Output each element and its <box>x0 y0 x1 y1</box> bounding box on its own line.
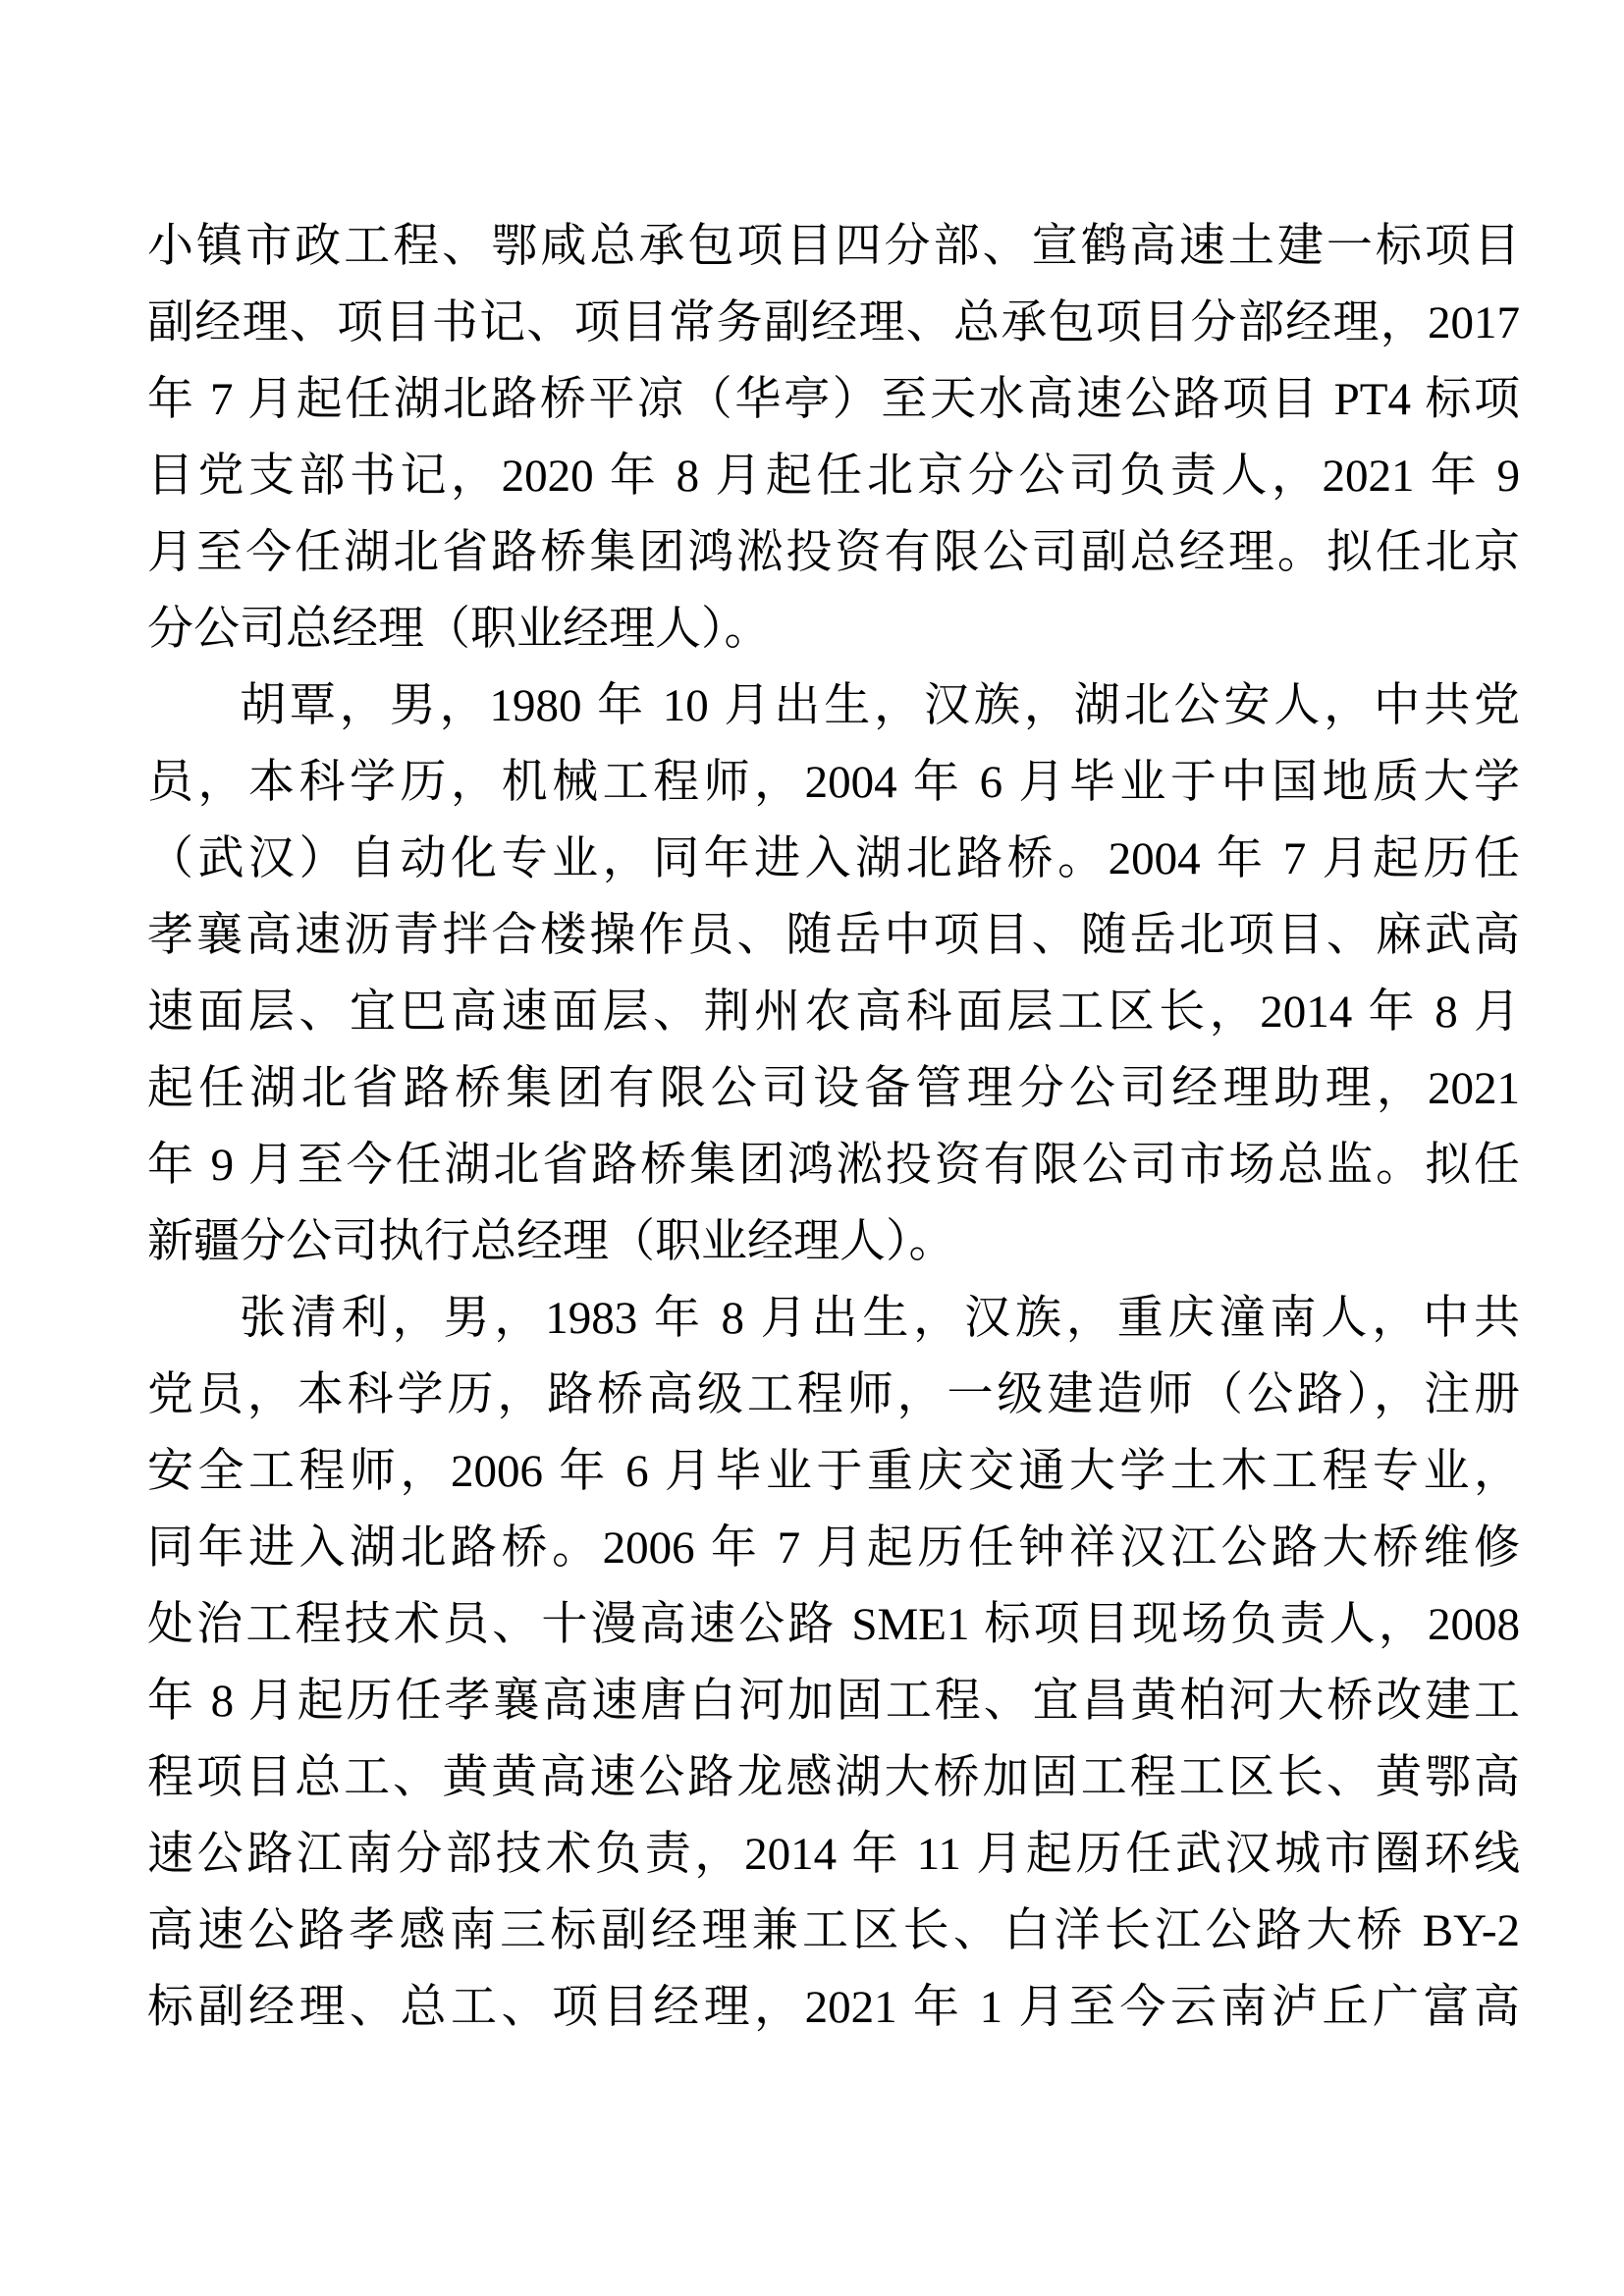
text-line: 同年进入湖北路桥。2006 年 7 月起历任钟祥汉江公路大桥维修 <box>147 1522 1520 1574</box>
text-line: 目党支部书记，2020 年 8 月起任北京分公司负责人，2021 年 9 <box>147 451 1520 502</box>
paragraph <box>147 1280 1520 2046</box>
text-line: 张清利，男，1983 年 8 月出生，汉族，重庆潼南人，中共 <box>240 1293 1520 1344</box>
text-line: 副经理、项目书记、项目常务副经理、总承包项目分部经理，2017 <box>147 297 1520 348</box>
text-line: 速公路江南分部技术负责，2014 年 11 月起历任武汉城市圈环线 <box>147 1829 1520 1880</box>
text-line: 年 7 月起任湖北路桥平凉（华亭）至天水高速公路项目 PT4 标项 <box>147 374 1520 425</box>
text-line: 分公司总经理（职业经理人）。 <box>147 604 771 655</box>
document-body <box>147 208 1520 2046</box>
paragraph <box>147 208 1520 667</box>
text-line: 标副经理、总工、项目经理，2021 年 1 月至今云南泸丘广富高 <box>147 1982 1520 2033</box>
text-line: 月至今任湖北省路桥集团鸿淞投资有限公司副总经理。拟任北京 <box>147 527 1520 578</box>
text-line: 年 9 月至今任湖北省路桥集团鸿淞投资有限公司市场总监。拟任 <box>147 1140 1520 1191</box>
text-line: 小镇市政工程、鄂咸总承包项目四分部、宣鹤高速土建一标项目 <box>147 221 1520 272</box>
text-line: 胡覃，男，1980 年 10 月出生，汉族，湖北公安人，中共党 <box>240 680 1520 731</box>
text-line: 孝襄高速沥青拌合楼操作员、随岳中项目、随岳北项目、麻武高 <box>147 910 1520 961</box>
paragraph <box>147 667 1520 1280</box>
text-line: 高速公路孝感南三标副经理兼工区长、白洋长江公路大桥 BY-2 <box>147 1905 1520 1956</box>
text-line: 安全工程师，2006 年 6 月毕业于重庆交通大学土木工程专业， <box>147 1446 1520 1497</box>
text-line: 程项目总工、黄黄高速公路龙感湖大桥加固工程工区长、黄鄂高 <box>147 1752 1520 1803</box>
text-line: 处治工程技术员、十漫高速公路 SME1 标项目现场负责人，2008 <box>147 1599 1520 1650</box>
text-line: （武汉）自动化专业，同年进入湖北路桥。2004 年 7 月起历任 <box>147 833 1520 884</box>
text-line: 新疆分公司执行总经理（职业经理人）。 <box>147 1216 955 1267</box>
text-line: 员，本科学历，机械工程师，2004 年 6 月毕业于中国地质大学 <box>147 757 1520 808</box>
text-line: 起任湖北省路桥集团有限公司设备管理分公司经理助理，2021 <box>147 1063 1520 1114</box>
text-line: 年 8 月起历任孝襄高速唐白河加固工程、宜昌黄柏河大桥改建工 <box>147 1676 1520 1727</box>
text-line: 党员，本科学历，路桥高级工程师，一级建造师（公路），注册 <box>147 1369 1520 1420</box>
text-line: 速面层、宜巴高速面层、荆州农高科面层工区长，2014 年 8 月 <box>147 987 1520 1038</box>
